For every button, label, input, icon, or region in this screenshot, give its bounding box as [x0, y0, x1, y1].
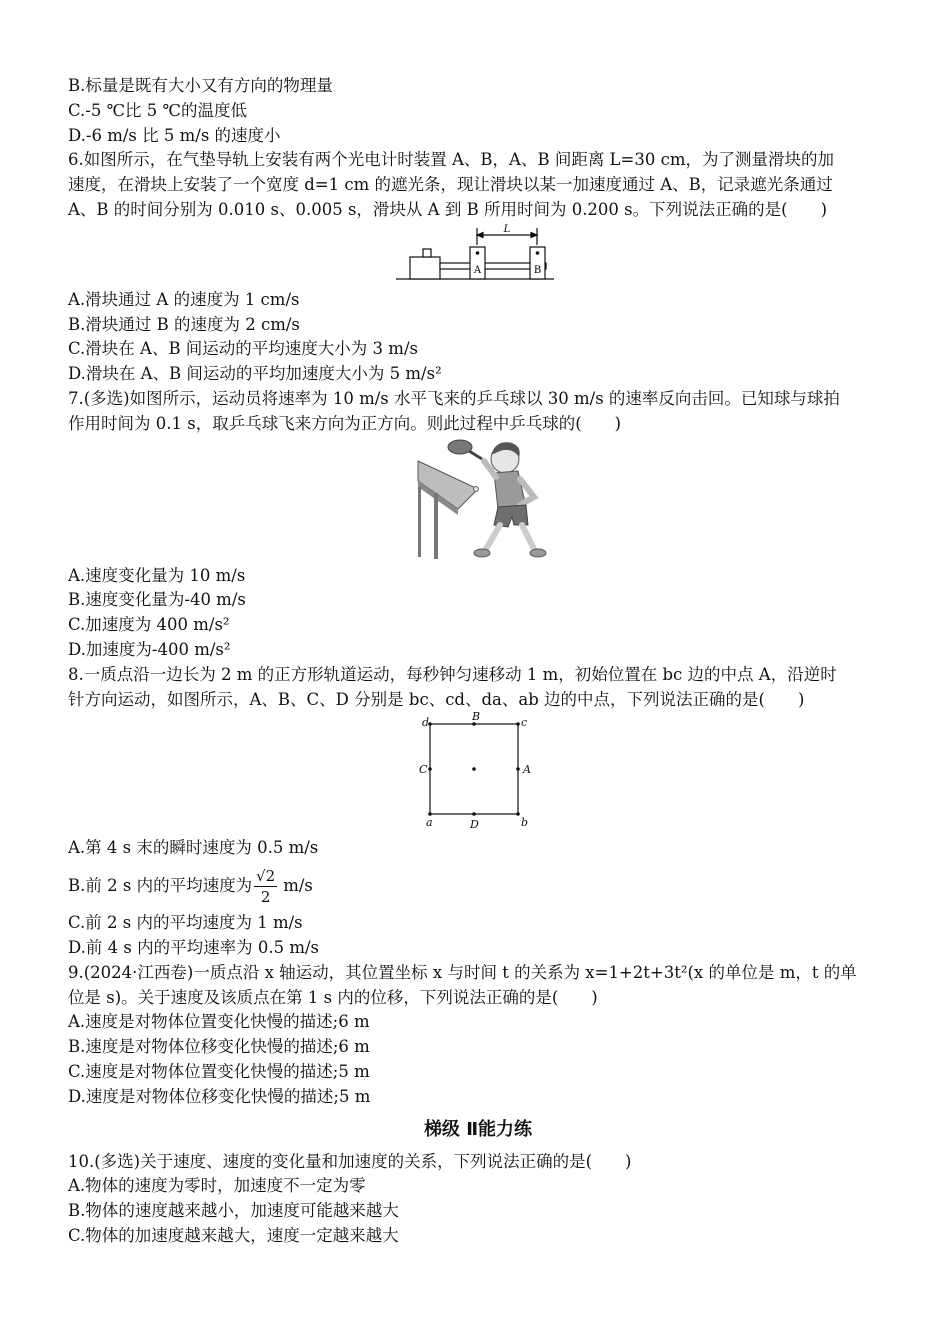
- option-unit: m/s: [283, 876, 313, 896]
- label-b: b: [521, 816, 529, 830]
- section-title: 梯级 Ⅱ能力练: [423, 1118, 533, 1140]
- table-tennis-figure: [68, 437, 888, 564]
- option-line: A.滑块通过 A 的速度为 1 cm/s: [68, 289, 300, 309]
- option-line-fraction: [68, 861, 888, 911]
- option-line: D.速度是对物体位移变化快慢的描述;5 m: [68, 1086, 371, 1106]
- option-line: B.标量是既有大小又有方向的物理量: [68, 76, 333, 95]
- option-line: D.滑块在 A、B 间运动的平均加速度大小为 5 m/s²: [68, 364, 442, 384]
- label-C: C: [419, 763, 428, 777]
- question-9-text: 位是 s)。关于速度及该质点在第 1 s 内的位移，下列说法正确的是( ): [68, 987, 598, 1007]
- label-B: B: [472, 712, 481, 724]
- question-8-text: 针方向运动，如图所示，A、B、C、D 分别是 bc、cd、da、ab 边的中点，下列说法正确的是( ): [68, 689, 805, 709]
- fraction-denominator: 2: [260, 888, 271, 907]
- label-D: D: [470, 818, 479, 832]
- option-text: B.前 2 s 内的平均速度为: [68, 876, 253, 896]
- option-line: C.-5 ℃比 5 ℃的温度低: [68, 100, 248, 120]
- question-6-text: 6.如图所示，在气垫导轨上安装有两个光电计时装置 A、B，A、B 间距离 L=30 cm，为了测量滑块的加: [68, 150, 834, 170]
- fraction: [254, 866, 277, 907]
- fraction-numerator: √2: [256, 867, 276, 886]
- square-track-figure: [68, 712, 888, 836]
- option-line: D.-6 m/s 比 5 m/s 的速度小: [68, 125, 281, 145]
- label-gate-A: A: [473, 264, 482, 276]
- label-gate-B: B: [533, 264, 542, 276]
- question-9-text: 9.(2024·江西卷)一质点沿 x 轴运动，其位置坐标 x 与时间 t 的关系为 x=1+2t+3t²(x 的单位是 m，t 的单: [68, 962, 857, 982]
- question-6-text: 速度，在滑块上安装了一个宽度 d=1 cm 的遮光条，现让滑块以某一加速度通过 A、B，记录遮光条通过: [68, 175, 833, 195]
- label-L: L: [503, 223, 511, 235]
- option-line: A.速度是对物体位置变化快慢的描述;6 m: [68, 1012, 370, 1032]
- square-track-diagram: [68, 712, 888, 836]
- option-line: B.速度变化量为-40 m/s: [68, 590, 246, 610]
- question-7-text: 7.(多选)如图所示，运动员将速率为 10 m/s 水平飞来的乒乓球以 30 m/s 的速率反向击回。已知球与球拍: [68, 388, 840, 408]
- option-line: C.速度是对物体位置变化快慢的描述;5 m: [68, 1061, 370, 1081]
- question-6-text: A、B 的时间分别为 0.010 s、0.005 s，滑块从 A 到 B 所用时间为 0.200 s。下列说法正确的是( ): [68, 199, 828, 219]
- air-track-figure: [68, 223, 888, 288]
- question-10-text: 10.(多选)关于速度、速度的变化量和加速度的关系，下列说法正确的是( ): [68, 1151, 632, 1171]
- label-A: A: [523, 763, 531, 777]
- option-line: A.第 4 s 末的瞬时速度为 0.5 m/s: [68, 838, 319, 858]
- air-track-diagram: [68, 223, 888, 288]
- question-7-text: 作用时间为 0.1 s，取乒乓球飞来方向为正方向。则此过程中乒乓球的( ): [68, 413, 622, 433]
- option-line: D.前 4 s 内的平均速率为 0.5 m/s: [68, 937, 319, 957]
- table-tennis-player-illustration: [68, 437, 888, 564]
- option-line: C.加速度为 400 m/s²: [68, 615, 230, 635]
- option-line: C.物体的加速度越来越大，速度一定越来越大: [68, 1225, 399, 1245]
- option-line: B.物体的速度越来越小，加速度可能越来越大: [68, 1201, 399, 1221]
- option-line: A.速度变化量为 10 m/s: [68, 565, 246, 585]
- label-c: c: [521, 716, 528, 730]
- option-line: C.前 2 s 内的平均速度为 1 m/s: [68, 913, 303, 933]
- option-line: B.速度是对物体位移变化快慢的描述;6 m: [68, 1037, 370, 1057]
- label-a: a: [426, 816, 433, 830]
- option-line: B.滑块通过 B 的速度为 2 cm/s: [68, 314, 300, 334]
- label-d: d: [422, 716, 430, 730]
- document-page: [68, 74, 888, 1249]
- option-line: A.物体的速度为零时，加速度不一定为零: [68, 1176, 366, 1196]
- option-line: D.加速度为-400 m/s²: [68, 639, 231, 659]
- question-8-text: 8.一质点沿一边长为 2 m 的正方形轨道运动，每秒钟匀速移动 1 m，初始位置在 bc 边的中点 A，沿逆时: [68, 664, 837, 684]
- option-line: C.滑块在 A、B 间运动的平均速度大小为 3 m/s: [68, 339, 418, 359]
